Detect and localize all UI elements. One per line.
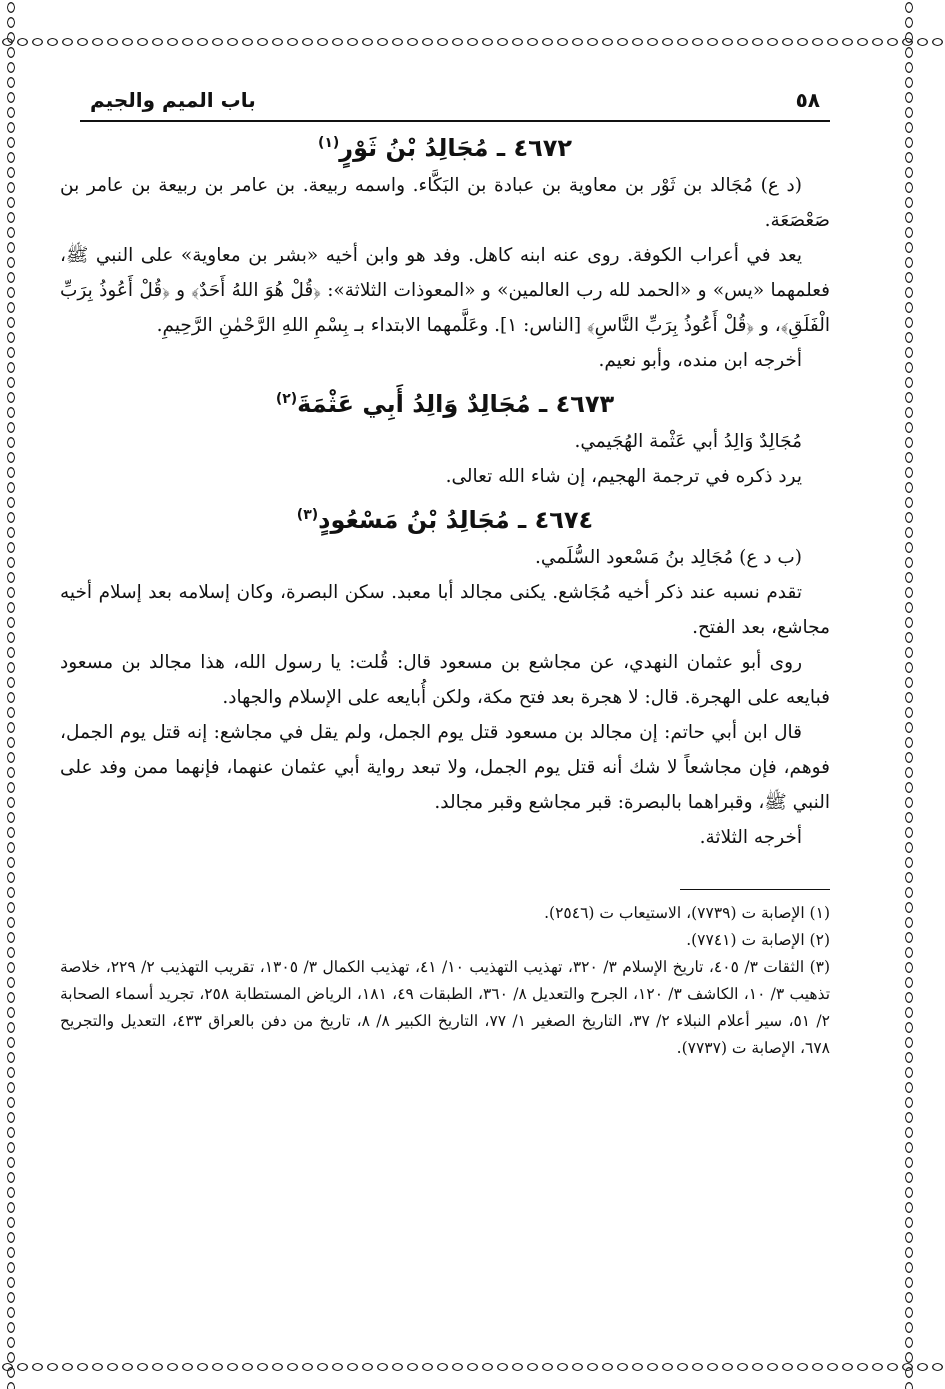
footnote-ref: (٣) <box>296 507 319 523</box>
entry-paragraph: أخرجه الثلاثة. <box>699 827 802 848</box>
footnote-ref: (١) <box>317 135 340 151</box>
entry-title: ٤٦٧٤ ـ مُجَالِدُ بْنُ مَسْعُودٍ$^{(٣)}$ <box>296 506 594 534</box>
right-border-ornament <box>898 0 920 1389</box>
footnotes <box>60 900 830 1062</box>
entry-paragraph: يعد في أعراب الكوفة. روى عنه ابنه كاهل. وفد هو وابن أخيه «بشر بن معاوية» على النبي ﷺ، فعلمهما «يس» و «الحمد لله رب العالمين» و «المعوذات الثلاثة»: ﴿قُلْ هُوَ اللهُ أَحَدٌ﴾ و ﴿قُلْ أَعُوذُ بِرَبِّ الْفَلَقِ﴾، و ﴿قُلْ أَعُوذُ بِرَبِّ النَّاسِ﴾ [الناس: ١]. وعَلَّمهما الابتداء بـ بِسْمِ اللهِ الرَّحْمٰنِ الرَّحِيمِ. <box>60 245 830 336</box>
entry-paragraph: (د ع) مُجَالد بن ثَوْر بن معاوية بن عبادة بن البَكَّاء. واسمه ربيعة. بن عامر بن ربيعة بن عامر بن صَعْصَعَة. <box>60 175 830 231</box>
running-header <box>80 88 830 122</box>
entry-title: ٤٦٧٢ ـ مُجَالِدُ بْنُ ثَوْرٍ$^{(١)}$ <box>317 134 573 162</box>
entry-paragraph: روى أبو عثمان النهدي، عن مجاشع بن مسعود قال: قُلت: يا رسول الله، هذا مجالد بن مسعود فبايعه على الهجرة. قال: لا هجرة بعد فتح مكة، ولكن أُبايعه على الإسلام والجهاد. <box>60 652 830 708</box>
chapter-title: باب الميم والجيم <box>90 88 256 112</box>
entry-paragraph: مُجَالِدٌ وَالِدُ أبي عَثْمة الهُجَيمي. <box>574 431 802 452</box>
entry-paragraph: قال ابن أبي حاتم: إن مجالد بن مسعود قتل يوم الجمل، ولم يقل في مجاشع: إنه قتل يوم الجمل، فوهم، فإن مجاشعاً لا شك أنه قتل يوم الجمل، ولا تبعد رواية أبي عثمان عنهما، فإنهما ممن وفد على النبي ﷺ، وقبراهما بالبصرة: قبر مجاشع وقبر مجالد. <box>60 722 830 813</box>
page-body <box>60 88 830 1062</box>
entry-paragraph: (ب د ع) مُجَالِد بنُ مَسْعود السُّلَمي. <box>534 547 802 568</box>
top-border-ornament <box>0 30 945 54</box>
footnote-divider <box>680 889 830 890</box>
entry-paragraph: تقدم نسبه عند ذكر أخيه مُجَاشع. يكنى مجالد أبا معبد. سكن البصرة، وكان إسلامه بعد إسلام أخيه مجاشع، بعد الفتح. <box>60 582 830 638</box>
entry-paragraph: يرد ذكره في ترجمة الهجيم، إن شاء الله تعالى. <box>445 466 802 487</box>
footnote: (٢) الإصابة ت (٧٧٤١). <box>686 931 830 949</box>
entry-paragraph: أخرجه ابن منده، وأبو نعيم. <box>598 350 802 371</box>
entry-title: ٤٦٧٣ ـ مُجَالِدٌ وَالِدُ أَبِي عَثْمَةَ$^{(٢)}$ <box>275 390 615 418</box>
bottom-border-ornament <box>0 1355 945 1379</box>
footnote: (١) الإصابة ت (٧٧٣٩)، الاستيعاب ت (٢٥٤٦). <box>544 904 830 922</box>
footnote: (٣) الثقات ٣/ ٤٠٥، تاريخ الإسلام ٣/ ٣٢٠، تهذيب التهذيب ١٠/ ٤١، تهذيب الكمال ٣/ ١٣٠٥، تقريب التهذيب ٢/ ٢٢٩، خلاصة تذهيب ٣/ ١٠، الكاشف ٣/ ١٢٠، الجرح والتعديل ٨/ ٣٦٠، الطبقات ٤٩، ١٨١، الرياض المستطابة ٢٥٨، تجريد أسماء الصحابة ٢/ ٥١، سير أعلام النبلاء ٢/ ٣٧، التاريخ الصغير ١/ ٧٧، التاريخ الكبير ٨/ ٨، تاريخ من دفن بالعراق ٤٣٣، التعديل والتجريح ٦٧٨، الإصابة ت (٧٧٣٧). <box>60 958 831 1057</box>
page-number: ٥٨ <box>795 88 820 112</box>
left-border-ornament <box>0 0 22 1389</box>
footnote-ref: (٢) <box>275 391 298 407</box>
